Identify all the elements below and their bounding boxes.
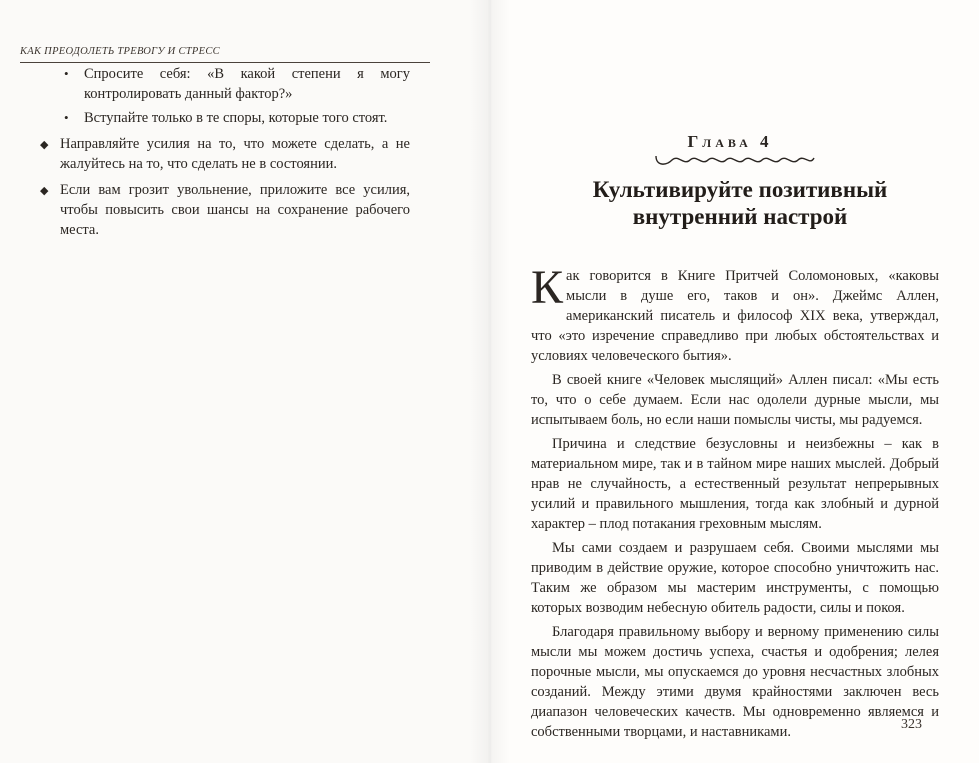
list-item-text: Спросите себя: «В какой степени я могу контролировать данный фактор?» [84, 66, 410, 102]
list-item [30, 64, 410, 104]
bullet-diamond-icon: ◆ [40, 139, 49, 151]
bullet-dot-icon: • [64, 66, 69, 81]
drop-cap: К [531, 261, 564, 314]
bullet-dot-icon: • [64, 110, 69, 125]
left-page-text [30, 64, 410, 244]
paragraph: В своей книге «Человек мыслящий» Аллен писал: «Мы есть то, что о себе думаем. Если нас одолели дурные мысли, мы испытываем боль, но если наши помыслы чисты, мы радуемся. [531, 372, 939, 428]
list-item-text: Направляйте усилия на то, что можете сделать, а не жалуйтесь на то, что сделать не в состоянии. [60, 136, 410, 172]
chapter-swash-ornament-icon [650, 150, 820, 172]
bullet-diamond-icon: ◆ [40, 185, 49, 197]
right-page-text [531, 261, 939, 746]
chapter-title [540, 176, 940, 230]
list-item [30, 108, 410, 128]
paragraph-text: ак говорится в Книге Притчей Соломоновых, «каковы мысли в душе его, таков и он». Джеймс Аллен, американский писатель и философ XIX века, утверждал, что «это изречение справедливо при любых обстоятельствах и условиях человеческого бытия». [531, 268, 939, 364]
chapter-title-line: внутренний настрой [632, 204, 848, 229]
book-gutter [470, 0, 510, 763]
running-head: КАК ПРЕОДОЛЕТЬ ТРЕВОГУ И СТРЕСС [20, 46, 220, 57]
list-item-text: Если вам грозит увольнение, приложите все усилия, чтобы повысить свои шансы на сохранение рабочего места. [60, 182, 410, 238]
list-item [30, 180, 410, 240]
paragraph: Мы сами создаем и разрушаем себя. Своими мыслями мы приводим в действие оружие, которое способно уничтожить нас. Таким же образом мы мастерим инструменты, с помощью которых возводим небесную обитель радости, силы и покоя. [531, 540, 939, 616]
chapter-title-line: Культивируйте позитивный [592, 177, 888, 202]
list-item-text: Вступайте только в те споры, которые того стоят. [84, 110, 388, 126]
left-page [0, 0, 489, 763]
chapter-label: Глава 4 [687, 132, 773, 151]
running-head-rule [20, 62, 430, 63]
paragraph: Благодаря правильному выбору и верному применению силы мысли мы можем достичь успеха, счастья и одобрения; лелея порочные мысли, мы опускаемся до уровня несчастных злобных созданий. Между этими двумя крайностями заключен весь диапазон человеческих качеств. Мы одновременно являемся и собственными творцами, и наставниками. [531, 624, 939, 740]
paragraph: Причина и следствие безусловны и неизбежны – как в материальном мире, так и в тайном мире наших мыслей. Добрый нрав не случайность, а естественный результат непрерывных усилий и правильного мышления, тогда как злобный и дурной характер – плод потакания греховным мыслям. [531, 436, 939, 532]
page-number: 323 [901, 717, 922, 732]
paragraph [531, 261, 939, 366]
list-item [30, 134, 410, 174]
